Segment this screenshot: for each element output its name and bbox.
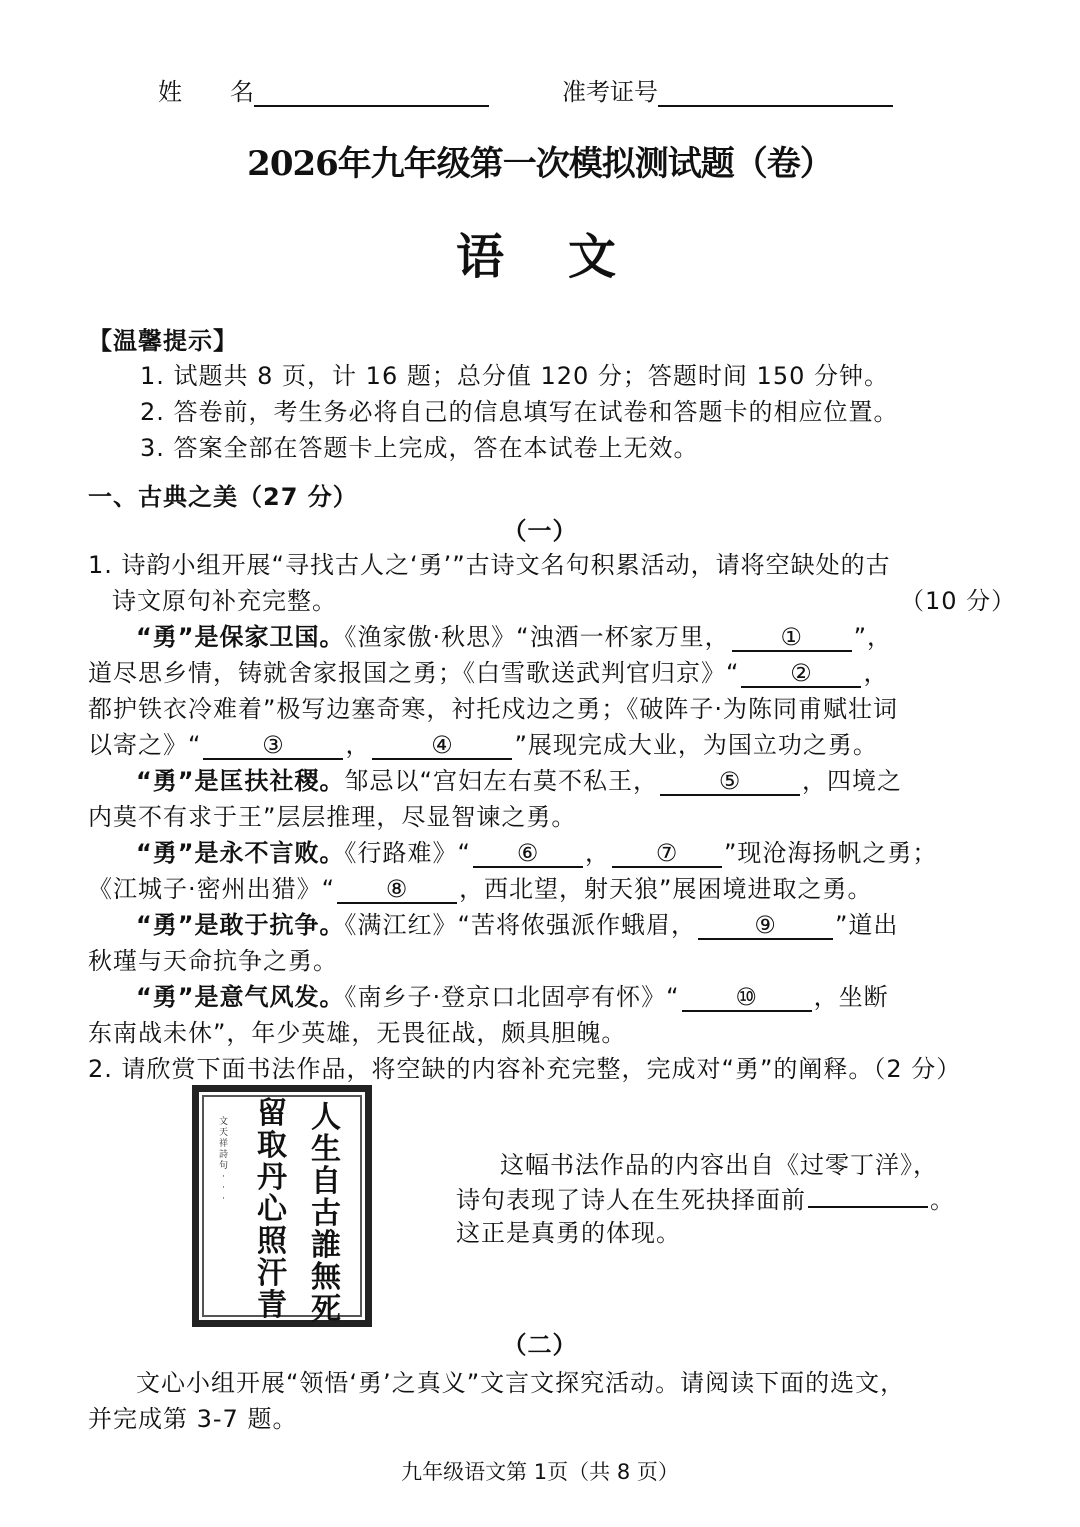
question-1-score: （10 分） <box>900 587 1017 615</box>
exam-id-input-line[interactable] <box>658 83 893 107</box>
tip-item: 3. 答案全部在答题卡上完成，答在本试卷上无效。 <box>140 434 699 462</box>
para-spirit-line-1: “勇”是意气风发。《南乡子·登京口北固亭有怀》“ ⑩ ，坐断 <box>136 983 889 1011</box>
para-resist-line-2: 秋瑾与天命抗争之勇。 <box>88 947 338 975</box>
tip-item: 1. 试题共 8 页，计 16 题；总分值 120 分；答题时间 150 分钟。 <box>140 362 889 390</box>
part-label-2: （二） <box>502 1331 578 1359</box>
answer-blank[interactable] <box>808 1182 928 1208</box>
para-defend-line-3: 都护铁衣冷难着”极写边塞奇寒，衬托戍边之勇；《破阵子·为陈同甫赋壮词 <box>88 695 899 723</box>
calligraphy-left-column: 留 取 丹 心 照 汗 青 <box>257 1096 287 1323</box>
section-title: 一、古典之美（27 分） <box>88 483 358 511</box>
subject-title: 语 文 <box>455 229 624 285</box>
blank-3[interactable]: ③ <box>203 732 343 760</box>
name-label: 姓 名 <box>158 78 254 106</box>
exam-id-label: 准考证号 <box>562 78 658 106</box>
blank-4[interactable]: ④ <box>372 732 512 760</box>
tip-item: 2. 答卷前，考生务必将自己的信息填写在试卷和答题卡的相应位置。 <box>140 398 899 426</box>
blank-2[interactable]: ② <box>741 660 861 688</box>
para-never-give-up-line-1: “勇”是永不言败。《行路难》“ ⑥ ， ⑦ ”现沧海扬帆之勇； <box>136 839 938 867</box>
part-2-intro-line-1: 文心小组开展“领悟‘勇’之真义”文言文探究活动。请阅读下面的选文， <box>136 1369 906 1397</box>
part-2-intro-line-2: 并完成第 3-7 题。 <box>88 1405 298 1433</box>
para-spirit-line-2: 东南战未休”，年少英雄，无畏征战，颇具胆魄。 <box>88 1019 627 1047</box>
para-state-line-1: “勇”是匡扶社稷。邹忌以“宫妇左右莫不私王， ⑤ ，四境之 <box>136 767 902 795</box>
calligraphy-signature: 文 天 祥 詩 句 · · · <box>219 1117 229 1204</box>
part-label-1: （一） <box>502 517 578 545</box>
name-field <box>158 72 489 107</box>
para-resist-line-1: “勇”是敢于抗争。《满江红》“苦将侬强派作蛾眉， ⑨ ”道出 <box>136 911 899 939</box>
blank-9[interactable]: ⑨ <box>698 912 833 940</box>
blank-10[interactable]: ⑩ <box>682 984 812 1012</box>
blank-1[interactable]: ① <box>732 624 852 652</box>
question-2-text: 2. 请欣赏下面书法作品，将空缺的内容补充完整，完成对“勇”的阐释。（2 分） <box>88 1055 962 1083</box>
blank-8[interactable]: ⑧ <box>337 876 457 904</box>
para-defend-line-1: “勇”是保家卫国。《渔家傲·秋思》“浊酒一杯家万里， ① ”， <box>136 623 893 651</box>
calligraphy-desc-line-2: 诗句表现了诗人在生死抉择面前 。 <box>456 1182 955 1217</box>
para-defend-line-4: 以寄之》“ ③ ， ④ ”展现完成大业，为国立功之勇。 <box>88 731 878 759</box>
calligraphy-artwork <box>192 1085 372 1327</box>
exam-title: 2026年九年级第一次模拟测试题（卷） <box>247 144 833 184</box>
tips-title: 【温馨提示】 <box>88 327 238 355</box>
para-defend-line-2: 道尽思乡情，铸就舍家报国之勇；《白雪歌送武判官归京》“ ② ， <box>88 659 889 687</box>
exam-id-field <box>562 72 893 107</box>
para-never-give-up-line-2: 《江城子·密州出猎》“ ⑧ ，西北望，射天狼”展困境进取之勇。 <box>88 875 873 903</box>
calligraphy-right-column: 人 生 自 古 誰 無 死 <box>311 1100 341 1327</box>
blank-7[interactable]: ⑦ <box>612 840 722 868</box>
question-1-text-cont: 诗文原句补充完整。 <box>112 587 337 615</box>
blank-5[interactable]: ⑤ <box>660 768 800 796</box>
para-state-line-2: 内莫不有求于王”层层推理，尽显智谏之勇。 <box>88 803 577 831</box>
page-footer: 九年级语文第 1页（共 8 页） <box>401 1460 679 1484</box>
calligraphy-desc-line-1: 这幅书法作品的内容出自《过零丁洋》， <box>500 1151 938 1179</box>
calligraphy-desc-line-3: 这正是真勇的体现。 <box>456 1219 681 1247</box>
name-input-line[interactable] <box>254 83 489 107</box>
question-1-text: 1. 诗韵小组开展“寻找古人之‘勇’”古诗文名句积累活动，请将空缺处的古 <box>88 551 891 579</box>
blank-6[interactable]: ⑥ <box>473 840 583 868</box>
